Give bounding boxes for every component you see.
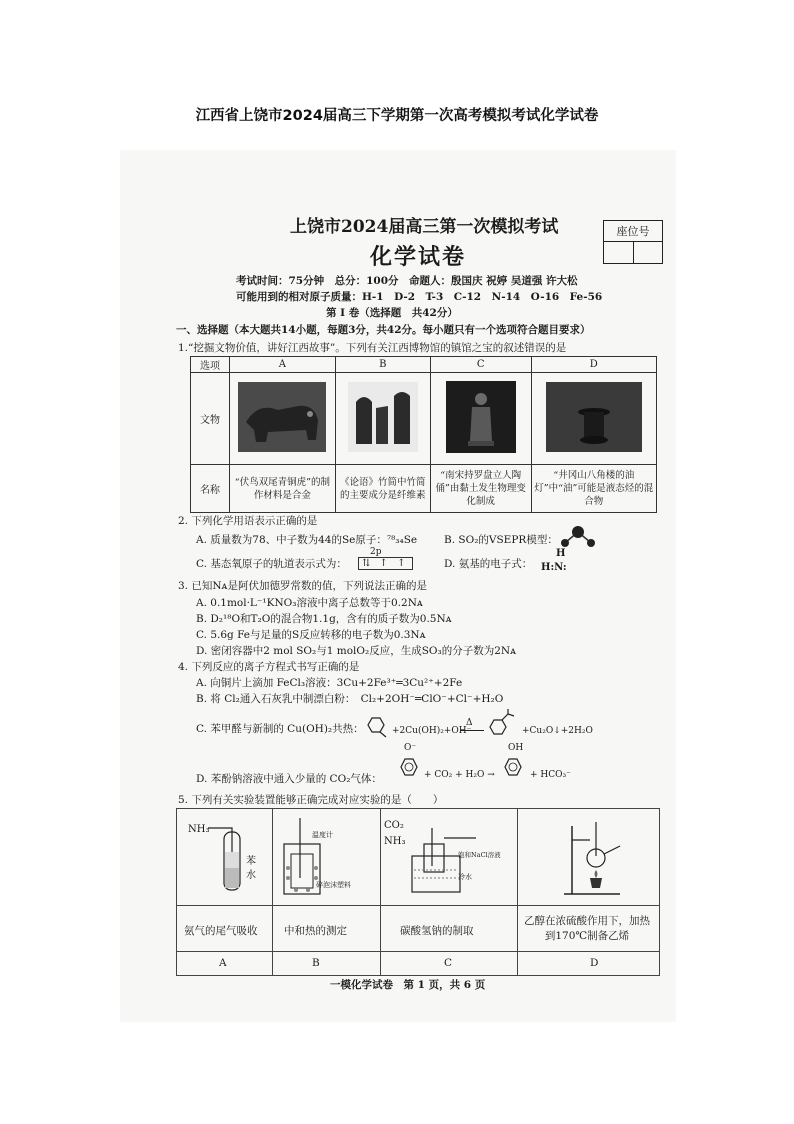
q4-c-eq-right: +Cu₂O↓+2H₂O	[522, 726, 593, 736]
q4-option-d: D. 苯酚钠溶液中通入少量的 CO₂气体：	[196, 773, 382, 785]
q4-option-c: C. 苯甲醛与新制的 Cu(OH)₂共热：	[196, 723, 364, 735]
q3-option-d: D. 密闭容器中2 mol SO₂与1 molO₂反应，生成SO₃的分子数为2Nᴀ	[196, 645, 517, 657]
exam-info-line: 考试时间：75分钟 总分：100分 命题人：殷国庆 祝婷 吴道强 许大松	[236, 275, 578, 287]
seat-number-box	[603, 220, 663, 264]
q5-c-nacl: 饱和NaCl溶液	[458, 851, 501, 859]
q5-a-water: 水	[246, 870, 256, 881]
atomic-mass-line: 可能用到的相对原子质量：H-1 D-2 T-3 C-12 N-14 O-16 Fe-56	[236, 291, 603, 303]
q1-option-b: B	[335, 357, 430, 373]
benzaldehyde-structure-icon	[362, 712, 390, 740]
q1-desc-d: “井冈山八角楼的油灯”中“油”可能是液态烃的混合物	[531, 465, 656, 513]
section-title: 一、选择题（本大题共14小题，每题3分，共42分。每小题只有一个选项符合题目要求）	[176, 324, 591, 336]
q4-c-arrow	[460, 730, 484, 731]
q2-option-c: C. 基态氧原子的轨道表示式为：	[196, 558, 347, 570]
phenoxide-structure-icon	[396, 756, 422, 782]
amino-h-top: H	[556, 548, 566, 559]
q4-c-arrow-label: Δ	[466, 718, 473, 728]
amino-electron-formula: H:N:	[541, 562, 567, 573]
q5-caption-c: 碳酸氢钠的制取	[400, 925, 474, 937]
oil-lamp-image	[546, 382, 642, 452]
pottery-figure-image	[446, 381, 516, 453]
exam-subject: 化学试卷	[370, 244, 467, 270]
q5-caption-b: 中和热的测定	[284, 925, 347, 937]
apparatus-d-icon	[560, 816, 632, 898]
relic-a-photo	[230, 373, 336, 465]
q2-option-b: B. SO₂的VSEPR模型：	[444, 534, 558, 546]
q5-c-nh3: NH₃	[384, 836, 406, 847]
q3-option-a: A. 0.1mol·L⁻¹KNO₃溶液中离子总数等于0.2Nᴀ	[196, 597, 423, 609]
q1-header-name: 名称	[191, 465, 230, 513]
part-title: 第 Ⅰ 卷（选择题 共42分）	[326, 307, 458, 319]
q1-header-relic: 文物	[191, 373, 230, 465]
q5-letter-b: B	[312, 957, 320, 969]
q5-letter-a: A	[219, 957, 227, 969]
q1-option-d: D	[531, 357, 656, 373]
q5-c-co2: CO₂	[384, 820, 404, 831]
q5-caption-a: 氨气的尾气吸收	[184, 925, 258, 937]
q1-header-option: 选项	[191, 357, 230, 373]
q5-a-benzene: 苯	[246, 856, 256, 867]
benzoate-structure-icon	[486, 708, 520, 740]
q2-option-d: D. 氨基的电子式：	[444, 558, 533, 570]
phenol-structure-icon	[500, 756, 526, 782]
q2-orbital-diagram: ⇅ ↑ ↑	[358, 557, 413, 570]
q2-option-a: A. 质量数为78、中子数为44的Se原子：⁷⁸₃₄Se	[196, 534, 418, 546]
q5-caption-d: 乙醇在浓硫酸作用下，加热到170℃制备乙烯	[524, 915, 650, 942]
q5-stem: 5. 下列有关实验装置能够正确完成对应实验的是（ ）	[178, 794, 444, 806]
q5-letter-c: C	[444, 957, 453, 969]
q1-table	[190, 356, 657, 513]
q1-desc-b: 《论语》竹简中竹简的主要成分是纤维素	[335, 465, 430, 513]
q1-stem: 1.“挖掘文物价值，讲好江西故事”。下列有关江西博物馆的镇馆之宝的叙述错误的是	[178, 342, 567, 354]
q4-d-eq-right: + HCO₃⁻	[530, 770, 571, 780]
q4-option-a: A. 向铜片上滴加 FeCl₃溶液：3Cu+2Fe³⁺═3Cu²⁺+2Fe	[196, 677, 463, 689]
q5-a-nh3: NH₃	[188, 824, 210, 835]
q4-c-eq-left: +2Cu(OH)₂+OH⁻	[392, 726, 472, 736]
q3-option-c: C. 5.6g Fe与足量的S反应转移的电子数为0.3Nᴀ	[196, 629, 426, 641]
bamboo-slips-image	[348, 382, 418, 452]
q4-d-phenoxide-label: O⁻	[404, 743, 417, 753]
q1-option-c: C	[430, 357, 531, 373]
relic-c-photo	[430, 373, 531, 465]
q3-stem: 3. 已知Nᴀ是阿伏加德罗常数的值，下列说法正确的是	[178, 580, 427, 592]
relic-d-photo	[531, 373, 656, 465]
so2-vsepr-model-icon	[556, 524, 600, 550]
q1-desc-c: “南宋持罗盘立人陶俑”由黏土发生物理变化制成	[430, 465, 531, 513]
q5-b-foam: 碎泡沫塑料	[316, 881, 351, 889]
relic-b-photo	[335, 373, 430, 465]
q4-d-phenol-label: OH	[508, 743, 524, 753]
exam-title: 上饶市2024届高三第一次模拟考试	[290, 217, 559, 237]
q3-option-b: B. D₂¹⁸O和T₂O的混合物1.1g，含有的质子数为0.5Nᴀ	[196, 613, 452, 625]
q4-option-b: B. 将 Cl₂通入石灰乳中制漂白粉： Cl₂+2OH⁻═ClO⁻+Cl⁻+H₂O	[196, 693, 504, 705]
q5-b-thermometer: 温度计	[312, 831, 333, 839]
q5-c-cold-water: 冷水	[458, 873, 472, 881]
q1-desc-a: “伏鸟双尾青铜虎”的制作材料是合金	[230, 465, 336, 513]
bronze-tiger-image	[238, 382, 326, 452]
seat-number-label: 座位号	[616, 225, 650, 238]
q5-letter-d: D	[590, 957, 599, 969]
page-footer: 一模化学试卷 第 1 页，共 6 页	[330, 979, 486, 991]
q1-option-a: A	[230, 357, 336, 373]
q4-d-eq-mid: + CO₂ + H₂O →	[424, 770, 495, 780]
q2-stem: 2. 下列化学用语表示正确的是	[178, 515, 318, 527]
document-title: 江西省上饶市2024届高三下学期第一次高考模拟考试化学试卷	[195, 108, 599, 124]
q4-stem: 4. 下列反应的离子方程式书写正确的是	[178, 661, 360, 673]
q2-2p-label: 2p	[370, 547, 382, 557]
apparatus-c-icon	[410, 826, 482, 896]
